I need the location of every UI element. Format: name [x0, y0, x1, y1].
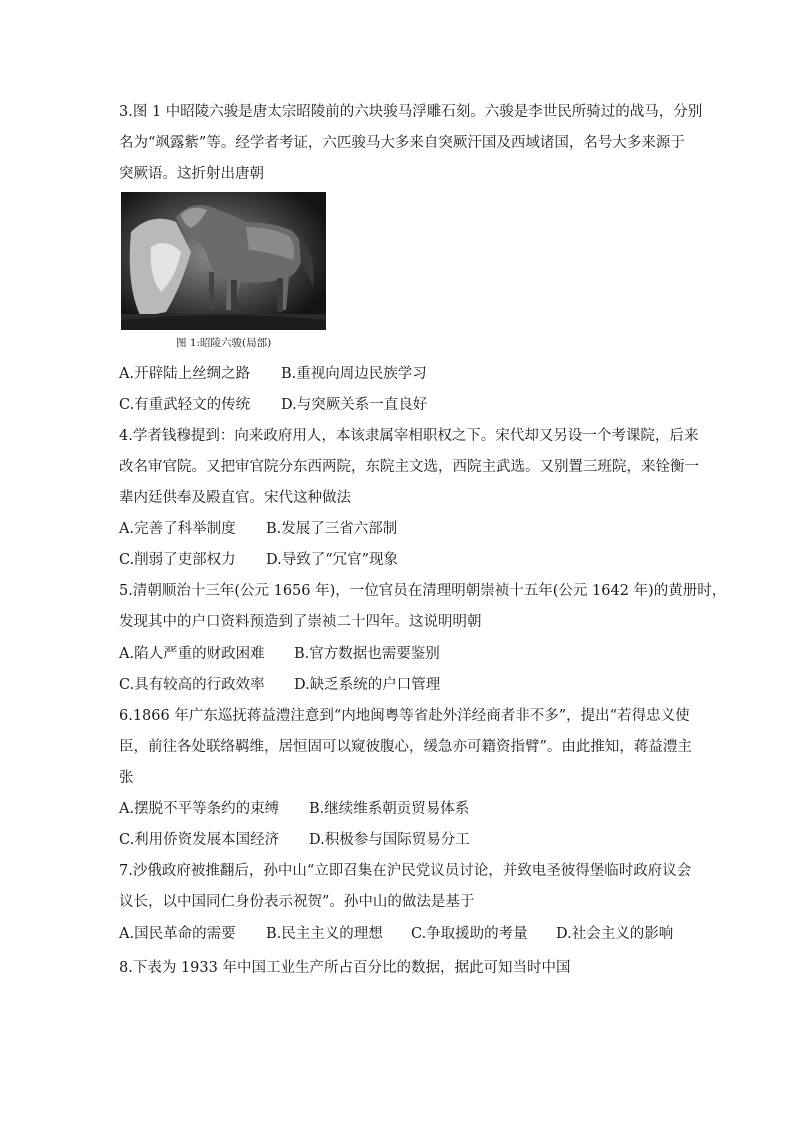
q7-stem-line-2: 议长，以中国同仁身份表示祝贺”。孙中山的做法是基于 [119, 894, 475, 910]
q3-options-row-1 [119, 364, 719, 384]
q3-option-c[interactable]: C.有重武轻文的传统 [119, 397, 251, 413]
q4-options-row-1 [119, 519, 719, 539]
q3-option-a[interactable]: A.开辟陆上丝绸之路 [119, 366, 251, 382]
q6-option-c[interactable]: C.利用侨资发展本国经济 [119, 832, 280, 848]
figure-caption: 图 1:昭陵六骏(局部) [176, 337, 272, 349]
q5-options-row-2 [119, 675, 719, 695]
q6-option-b[interactable]: B.继续维系朝贡贸易体系 [309, 801, 470, 817]
q5-stem-line-1: 5.清朝顺治十三年(公元 1656 年)，一位官员在清理明朝崇祯十五年(公元 1642 年)的黄册时， [119, 583, 727, 599]
q7-stem-line-1: 7.沙俄政府被推翻后，孙中山“立即召集在沪民党议员讨论，并致电圣彼得堡临时政府议会 [119, 863, 692, 879]
q3-stem-line-2: 名为“飒露紫”等。经学者考证，六匹骏马大多来自突厥汗国及西域诸国，名号大多来源于 [119, 135, 685, 151]
q7-option-a[interactable]: A.国民革命的需要 [119, 926, 236, 942]
q7-option-d[interactable]: D.社会主义的影响 [556, 926, 674, 942]
q4-option-a[interactable]: A.完善了科举制度 [119, 521, 236, 537]
q7-option-c[interactable]: C.争取援助的考量 [411, 926, 528, 942]
q6-option-a[interactable]: A.摆脱不平等条约的束缚 [119, 801, 280, 817]
q3-option-d[interactable]: D.与突厥关系一直良好 [281, 397, 428, 413]
q4-stem-line-1: 4.学者钱穆提到：向来政府用人，本该隶属宰相职权之下。宋代却又另设一个考课院，后来 [119, 428, 699, 444]
q5-options-row-1 [119, 644, 719, 664]
q4-options-row-2 [119, 550, 719, 570]
q4-stem-line-3: 辈内廷供奉及殿直官。宋代这种做法 [119, 490, 351, 506]
q6-stem-line-3: 张 [119, 770, 134, 786]
q3-stem-line-3: 突厥语。这折射出唐朝 [119, 166, 264, 182]
q6-options-row-1 [119, 799, 719, 819]
q6-option-d[interactable]: D.积极参与国际贸易分工 [309, 832, 470, 848]
q8-stem-line-1: 8.下表为 1933 年中国工业生产所占百分比的数据，据此可知当时中国 [119, 960, 571, 976]
q5-option-b[interactable]: B.官方数据也需要鉴别 [294, 646, 440, 662]
zhaoling-relief-photo [121, 192, 326, 330]
q5-option-a[interactable]: A.陷人严重的财政困难 [119, 646, 265, 662]
q4-option-d[interactable]: D.导致了“冗官”现象 [266, 552, 399, 568]
q7-option-b[interactable]: B.民主主义的理想 [266, 926, 383, 942]
q5-option-c[interactable]: C.具有较高的行政效率 [119, 677, 265, 693]
q6-options-row-2 [119, 830, 719, 850]
q5-stem-line-2: 发现其中的户口资料预造到了崇祯二十四年。这说明明朝 [119, 614, 482, 630]
q7-options-row [119, 924, 719, 944]
q3-option-b[interactable]: B.重视向周边民族学习 [281, 366, 427, 382]
q3-stem-line-1: 3.图 1 中昭陵六骏是唐太宗昭陵前的六块骏马浮雕石刻。六骏是李世民所骑过的战马，分别 [119, 104, 703, 120]
q5-option-d[interactable]: D.缺乏系统的户口管理 [294, 677, 441, 693]
q4-option-c[interactable]: C.削弱了吏部权力 [119, 552, 236, 568]
q6-stem-line-1: 6.1866 年广东巡抚蒋益澧注意到“内地闽粤等省赴外洋经商者非不多”，提出“若得忠义使 [119, 708, 690, 724]
q4-stem-line-2: 改名审官院。又把审官院分东西两院，东院主文选，西院主武选。又别置三班院，来铨衡一 [119, 459, 699, 475]
q3-options-row-2 [119, 395, 719, 415]
q4-option-b[interactable]: B.发展了三省六部制 [266, 521, 398, 537]
q6-stem-line-2: 臣，前往各处联络羁维，居恒固可以窥彼腹心，缓急亦可籍资指臂”。由此推知，蒋益澧主 [119, 739, 692, 755]
